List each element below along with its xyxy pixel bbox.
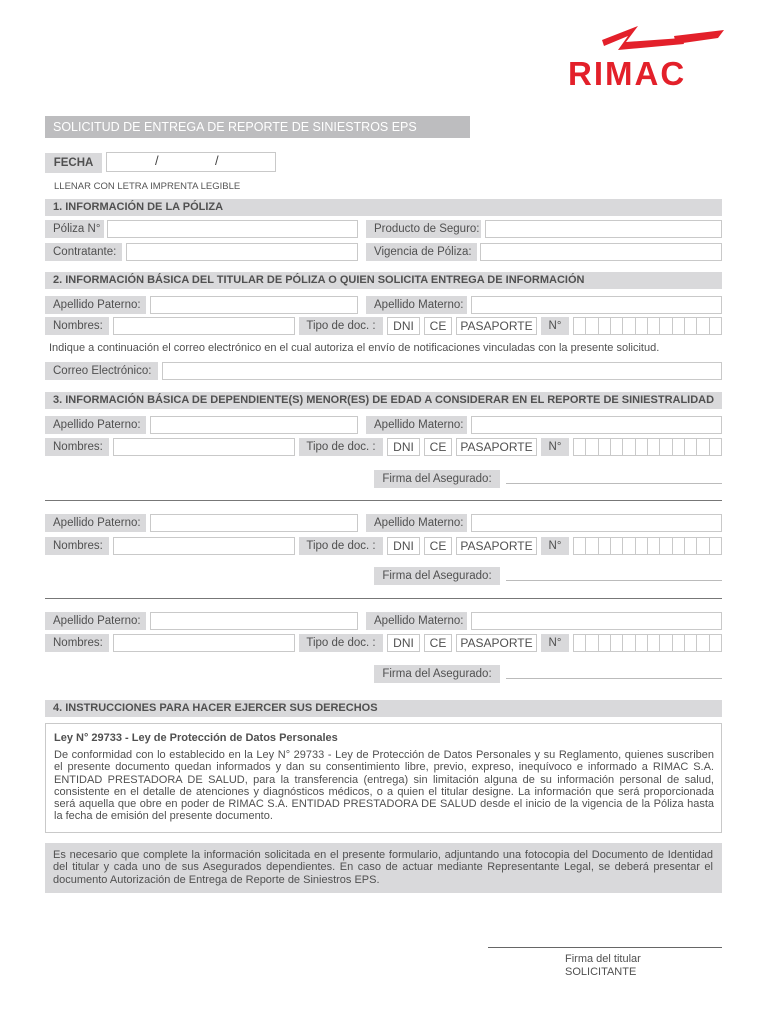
s2-ce-option[interactable]: CE	[424, 317, 452, 335]
s2-apellido-paterno-input[interactable]	[150, 296, 358, 314]
d3-firma-label: Firma del Asegurado:	[374, 665, 500, 683]
d1-firma-label: Firma del Asegurado:	[374, 470, 500, 488]
d1-nombres-input[interactable]	[113, 438, 295, 456]
rimac-logo-text: RIMAC	[568, 55, 687, 92]
d2-dni-option[interactable]: DNI	[387, 537, 420, 555]
fecha-label: FECHA	[45, 153, 102, 173]
d1-apellido-paterno-input[interactable]	[150, 416, 358, 434]
notice-text: Es necesario que complete la información solicitada en el presente formulario, adjuntando una fotocopia del Documento de Identidad del titular y cada uno de sus Asegurados dependientes. En caso de actuar mediante Representante Legal, se deberá presentar el documento Autorización de Entrega de Reporte de Siniestros EPS.	[53, 849, 713, 886]
d3-tipo-doc-label: Tipo de doc. :	[299, 634, 383, 652]
s2-apellido-paterno-label: Apellido Paterno:	[45, 296, 146, 314]
fecha-separator-1: /	[155, 153, 159, 168]
d2-ce-option[interactable]: CE	[424, 537, 452, 555]
contratante-input[interactable]	[126, 243, 358, 261]
law-title: Ley N° 29733 - Ley de Protección de Datos Personales	[54, 732, 338, 744]
s2-pasaporte-option[interactable]: PASAPORTE	[456, 317, 537, 335]
d1-pasaporte-option[interactable]: PASAPORTE	[456, 438, 537, 456]
d1-nombres-label: Nombres:	[45, 438, 109, 456]
correo-input[interactable]	[162, 362, 722, 380]
producto-label: Producto de Seguro:	[366, 220, 481, 238]
titular-signature-line[interactable]	[488, 947, 722, 948]
s2-numero-input[interactable]	[573, 317, 722, 335]
d3-numero-label: N°	[541, 634, 569, 652]
law-text: De conformidad con lo establecido en la Ley N° 29733 - Ley de Protección de Datos Personales y su Reglamento, quienes suscriben el presente documento quedan informados y dan su consentimiento libre, previo, expreso, inequívoco e informado a RIMAC S.A. ENTIDAD PRESTADORA DE SALUD, para la transferencia (entrega) sin limitación alguna de su información personal de salud, consistente en el detalle de atenciones y diagnósticos médicos, o a quien el titular designe. La información que será proporcionada será aquella que obre en poder de RIMAC S.A. ENTIDAD PRESTADORA DE SALUD desde el inicio de la vigencia de la Póliza hasta la fecha de emisión del presente documento.	[54, 749, 714, 823]
poliza-input[interactable]	[107, 220, 358, 238]
d1-dni-option[interactable]: DNI	[387, 438, 420, 456]
s2-nombres-input[interactable]	[113, 317, 295, 335]
s2-numero-label: N°	[541, 317, 569, 335]
section3-title: 3. INFORMACIÓN BÁSICA DE DEPENDIENTE(S) MENOR(ES) DE EDAD A CONSIDERAR EN EL REPORTE DE SINIESTRALIDAD	[45, 392, 722, 409]
d3-nombres-label: Nombres:	[45, 634, 109, 652]
law-box	[45, 723, 722, 833]
section4-title: 4. INSTRUCCIONES PARA HACER EJERCER SUS DERECHOS	[45, 700, 722, 717]
d2-apellido-materno-label: Apellido Materno:	[366, 514, 467, 532]
d3-apellido-paterno-input[interactable]	[150, 612, 358, 630]
d1-apellido-materno-input[interactable]	[471, 416, 722, 434]
d1-tipo-doc-label: Tipo de doc. :	[299, 438, 383, 456]
d2-numero-input[interactable]	[573, 537, 722, 555]
d3-apellido-materno-label: Apellido Materno:	[366, 612, 467, 630]
signature-label-1: Firma del titular	[565, 953, 641, 965]
d2-firma-line[interactable]	[506, 580, 722, 581]
signature-label-2: SOLICITANTE	[565, 966, 637, 978]
rimac-logo	[566, 20, 726, 92]
d2-apellido-paterno-input[interactable]	[150, 514, 358, 532]
d2-pasaporte-option[interactable]: PASAPORTE	[456, 537, 537, 555]
s2-apellido-materno-label: Apellido Materno:	[366, 296, 467, 314]
section1-title: 1. INFORMACIÓN DE LA PÓLIZA	[45, 199, 722, 216]
d1-apellido-materno-label: Apellido Materno:	[366, 416, 467, 434]
s2-dni-option[interactable]: DNI	[387, 317, 420, 335]
divider-2	[45, 598, 722, 599]
d3-firma-line[interactable]	[506, 678, 722, 679]
fecha-input[interactable]	[106, 152, 276, 172]
contratante-label: Contratante:	[45, 243, 122, 261]
instruction-top: LLENAR CON LETRA IMPRENTA LEGIBLE	[54, 181, 241, 192]
form-title: SOLICITUD DE ENTREGA DE REPORTE DE SINIESTROS EPS	[45, 116, 470, 138]
d2-apellido-paterno-label: Apellido Paterno:	[45, 514, 146, 532]
d1-numero-input[interactable]	[573, 438, 722, 456]
d3-dni-option[interactable]: DNI	[387, 634, 420, 652]
d1-numero-label: N°	[541, 438, 569, 456]
vigencia-input[interactable]	[480, 243, 722, 261]
d2-nombres-label: Nombres:	[45, 537, 109, 555]
s2-tipo-doc-label: Tipo de doc. :	[299, 317, 383, 335]
d3-pasaporte-option[interactable]: PASAPORTE	[456, 634, 537, 652]
d2-tipo-doc-label: Tipo de doc. :	[299, 537, 383, 555]
d1-firma-line[interactable]	[506, 483, 722, 484]
d3-apellido-paterno-label: Apellido Paterno:	[45, 612, 146, 630]
d2-firma-label: Firma del Asegurado:	[374, 567, 500, 585]
section2-title: 2. INFORMACIÓN BÁSICA DEL TITULAR DE PÓLIZA O QUIEN SOLICITA ENTREGA DE INFORMACIÓN	[45, 272, 722, 289]
correo-label: Correo Electrónico:	[45, 362, 158, 380]
notice-box	[45, 843, 722, 893]
d2-apellido-materno-input[interactable]	[471, 514, 722, 532]
s2-nombres-label: Nombres:	[45, 317, 109, 335]
s2-apellido-materno-input[interactable]	[471, 296, 722, 314]
fecha-separator-2: /	[215, 153, 219, 168]
d2-nombres-input[interactable]	[113, 537, 295, 555]
producto-input[interactable]	[485, 220, 722, 238]
poliza-label: Póliza N°	[45, 220, 104, 238]
d3-ce-option[interactable]: CE	[424, 634, 452, 652]
d1-apellido-paterno-label: Apellido Paterno:	[45, 416, 146, 434]
d1-ce-option[interactable]: CE	[424, 438, 452, 456]
d2-numero-label: N°	[541, 537, 569, 555]
d3-apellido-materno-input[interactable]	[471, 612, 722, 630]
divider-1	[45, 500, 722, 501]
d3-nombres-input[interactable]	[113, 634, 295, 652]
section2-note: Indique a continuación el correo electrónico en el cual autoriza el envío de notificaciones vinculadas con la presente solicitud.	[49, 342, 660, 354]
vigencia-label: Vigencia de Póliza:	[366, 243, 477, 261]
d3-numero-input[interactable]	[573, 634, 722, 652]
